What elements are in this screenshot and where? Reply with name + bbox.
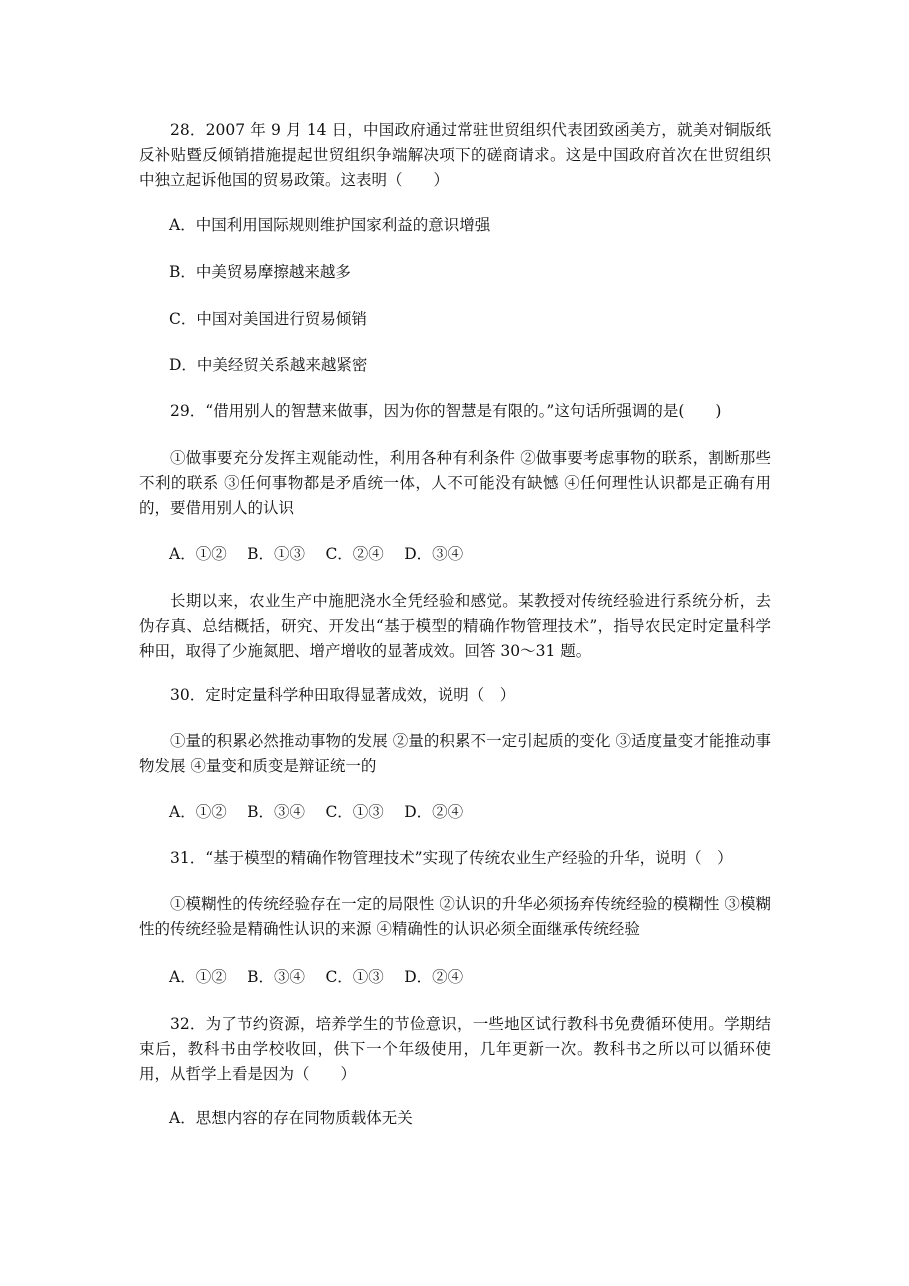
question-28-option-c: C．中国对美国进行贸易倾销 xyxy=(169,310,367,328)
question-29-statements: ①做事要充分发挥主观能动性，利用各种有利条件 ②做事要考虑事物的联系，割断那些不利的联系 ③任何事物都是矛盾统一体，人不可能没有缺憾 ④任何理性认识都是正确有用的，要借用别人的认识 xyxy=(139,449,771,517)
question-30-options: A．①② B．③④ C．①③ D．②④ xyxy=(169,803,464,821)
question-28-option-a: A．中国利用国际规则维护国家利益的意识增强 xyxy=(169,216,491,234)
question-32-stem: 32．为了节约资源，培养学生的节俭意识，一些地区试行教科书免费循环使用。学期结束后，教科书由学校收回，供下一个年级使用，几年更新一次。教科书之所以可以循环使用，从哲学上看是因为（ ） xyxy=(139,1015,771,1083)
question-31-stem: 31．“基于模型的精确作物管理技术”实现了传统农业生产经验的升华，说明（ ） xyxy=(170,849,733,867)
question-31-statements: ①模糊性的传统经验存在一定的局限性 ②认识的升华必须扬弃传统经验的模糊性 ③模糊性的传统经验是精确性认识的来源 ④精确性的认识必须全面继承传统经验 xyxy=(139,895,771,938)
question-29-stem: 29．“借用别人的智慧来做事，因为你的智慧是有限的。”这句话所强调的是( ) xyxy=(170,402,722,420)
question-30-statements: ①量的积累必然推动事物的发展 ②量的积累不一定引起质的变化 ③适度量变才能推动事物发展 ④量变和质变是辩证统一的 xyxy=(139,732,771,775)
question-32-option-a: A．思想内容的存在同物质载体无关 xyxy=(169,1109,413,1127)
question-28-option-b: B．中美贸易摩擦越来越多 xyxy=(169,263,351,281)
material-30-31: 长期以来，农业生产中施肥浇水全凭经验和感觉。某教授对传统经验进行系统分析，去伪存真、总结概括，研究、开发出“基于模型的精确作物管理技术”，指导农民定时定量科学种田，取得了少施氮肥、增产增收的显著成效。回答 30～31 题。 xyxy=(139,592,771,660)
question-31-options: A．①② B．③④ C．①③ D．②④ xyxy=(169,968,464,986)
question-28-stem: 28．2007 年 9 月 14 日，中国政府通过常驻世贸组织代表团致函美方，就美对铜版纸反补贴暨反倾销措施提起世贸组织争端解决项下的磋商请求。这是中国政府首次在世贸组织中独立起诉他国的贸易政策。这表明（ ） xyxy=(139,121,771,189)
question-28-option-d: D．中美经贸关系越来越紧密 xyxy=(169,356,368,374)
question-29-options: A．①② B．①③ C．②④ D．③④ xyxy=(169,545,464,563)
question-30-stem: 30．定时定量科学种田取得显著成效，说明（ ） xyxy=(170,686,516,704)
